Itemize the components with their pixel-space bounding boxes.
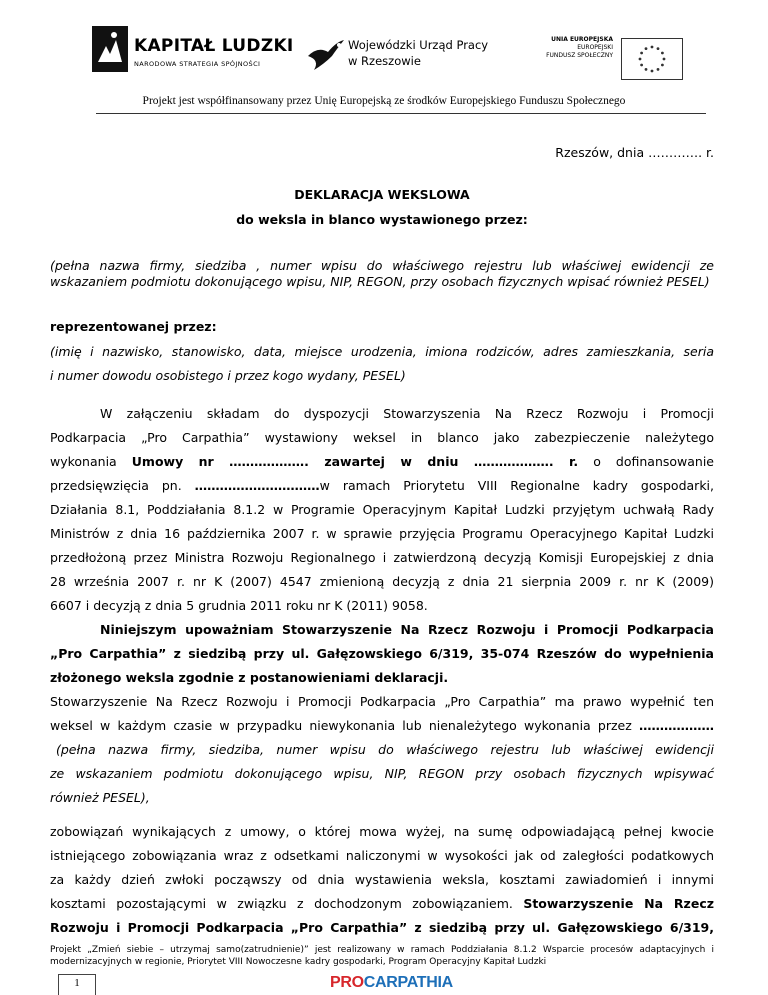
page-number-box	[58, 974, 96, 995]
header-divider	[96, 113, 706, 114]
cofinancing-note: Projekt jest współfinansowany przez Unię Europejską ze środków Europejskiego Funduszu Społecznego	[142, 95, 626, 107]
issuer-hint: (pełna nazwa firmy, siedziba , numer wpisu do właściwego rejestru lub właściwej ewidencji ze wskazaniem podmiotu dokonującego wpisu, NIP, REGON, przy osobach fizycznych wpisać również PESEL)	[50, 258, 714, 289]
body-line-8: 28 września 2007 r. nr K (2007) 4547 zmienioną decyzją z dnia 21 sierpnia 2009 r. nr K (2009)	[50, 574, 714, 589]
authorization-line-1: Niniejszym upoważniam Stowarzyszenie Na Rzecz Rozwoju i Promocji Podkarpacia	[100, 622, 714, 637]
footer-project-note: Projekt „Zmień siebie – utrzymaj samo(zatrudnienie)” jest realizowany w ramach Poddziałania 8.1.2 Wsparcie procesów adaptacyjnych i modernizacyjnych w regionie, Priorytet VIII Nowoczesne kadry gospodarki, Program Operacyjny Kapitał Ludzki	[50, 945, 714, 967]
kapital-ludzki-logo	[92, 24, 294, 80]
body-line-7: przedłożoną przez Ministra Rozwoju Regionalnego i zatwierdzoną decyzją Komisji Europejskiej z dnia	[50, 550, 714, 565]
project-name-blank: …………………………	[194, 478, 320, 493]
obligation-line-4	[50, 894, 714, 914]
body-line-1: W załączeniu składam do dyspozycji Stowarzyszenia Na Rzecz Rozwoju i Promocji	[100, 406, 714, 421]
eu-logo-text	[546, 36, 613, 60]
obligation-line-2: istniejącego zobowiązania wraz z odsetkami naliczonymi w wysokości jak od zaległości podatkowych	[50, 848, 714, 863]
kapital-ludzki-emblem-icon	[92, 26, 128, 72]
body-line-2: Podkarpacia „Pro Carpathia” wystawiony weksel in blanco jako zabezpieczenie należytego	[50, 430, 714, 445]
body-line-4a: przedsięwzięcia pn.	[50, 478, 195, 493]
wup-name-line1: Wojewódzki Urząd Pracy	[348, 38, 489, 52]
eu-line2: EUROPEJSKI	[577, 44, 613, 51]
rights-blank: ………………	[639, 718, 714, 733]
eu-flag-icon	[621, 38, 683, 80]
wup-bird-icon	[306, 36, 346, 72]
obligation-line-3: za każdy dzień zwłoki począwszy od dnia wystawienia weksla, kosztami zawiadomień i innymi	[50, 872, 714, 887]
rights-line-2a: weksel w każdym czasie w przypadku niewykonania lub nienależytego wykonania przez	[50, 718, 639, 733]
page-number: 1	[74, 977, 80, 989]
document-title: DEKLARACJA WEKSLOWA	[294, 187, 470, 202]
authorization-line-3: złożonego weksla zgodnie z postanowieniami deklaracji.	[50, 670, 449, 685]
represented-hint-line1: (imię i nazwisko, stanowisko, data, miejsce urodzenia, imiona rodziców, adres zamieszkania, seria	[50, 344, 714, 359]
body-line-3c: o dofinansowanie	[578, 454, 714, 469]
rights-line-1: Stowarzyszenie Na Rzecz Rozwoju i Promocji Podkarpacia „Pro Carpathia” ma prawo wypełnić ten	[50, 694, 714, 709]
issuer-hint2-line-3: również PESEL),	[50, 790, 150, 805]
contract-number: Umowy nr ………………. zawartej w dniu ………………. r.	[131, 454, 579, 469]
kapital-ludzki-subtitle: NARODOWA STRATEGIA SPÓJNOŚCI	[134, 60, 261, 68]
body-line-4	[50, 476, 714, 496]
obligation-line-5: Rozwoju i Promocji Podkarpacia „Pro Carpathia” z siedzibą przy ul. Gałęzowskiego 6/319,	[50, 920, 714, 935]
body-line-9: 6607 i decyzją z dnia 5 grudnia 2011 roku nr K (2011) 9058.	[50, 598, 428, 613]
represented-hint-line2: i numer dowodu osobistego i przez kogo wydany, PESEL)	[50, 368, 406, 383]
body-line-4c: w ramach Priorytetu VIII Regionalne kadry gospodarki,	[319, 478, 715, 493]
issuer-hint2-line-2: ze wskazaniem podmiotu dokonującego wpisu, NIP, REGON przy osobach fizycznych wpisywać	[50, 766, 714, 781]
pro-carpathia-logo	[326, 974, 453, 994]
represented-by-label: reprezentowanej przez:	[50, 319, 217, 334]
body-line-3	[50, 452, 714, 472]
pro-carpathia-wordmark	[330, 974, 453, 992]
body-line-5: Działania 8.1, Poddziałania 8.1.2 w Programie Operacyjnym Kapitał Ludzki przyjętym uchwałą Rady	[50, 502, 714, 517]
obligation-line-4b: Stowarzyszenie Na Rzecz	[523, 896, 715, 911]
wup-name-line2: w Rzeszowie	[348, 54, 421, 68]
obligation-line-4a: kosztami pozostającymi w związku z dochodzonym zobowiązaniem.	[50, 896, 524, 911]
rights-line-2	[50, 716, 714, 736]
body-line-3a: wykonania	[50, 454, 132, 469]
place-date: Rzeszów, dnia …………. r.	[555, 145, 714, 160]
kapital-ludzki-title: KAPITAŁ LUDZKI	[134, 36, 294, 56]
logo-pro-part: PRO	[330, 974, 364, 991]
document-subtitle: do weksla in blanco wystawionego przez:	[236, 212, 528, 227]
wup-rzeszow-logo	[306, 36, 489, 76]
issuer-hint2-line-1: (pełna nazwa firmy, siedziba, numer wpisu do właściwego rejestru lub właściwej ewidencji	[56, 742, 714, 757]
eu-line1: UNIA EUROPEJSKA	[551, 36, 613, 43]
eu-line3: FUNDUSZ SPOŁECZNY	[546, 52, 613, 59]
eu-logo	[538, 36, 683, 78]
logo-carpathia-part: CARPATHIA	[363, 974, 453, 991]
authorization-line-2: „Pro Carpathia” z siedzibą przy ul. Gałęzowskiego 6/319, 35-074 Rzeszów do wypełnienia	[50, 646, 714, 661]
obligation-line-1: zobowiązań wynikających z umowy, o której mowa wyżej, na sumę odpowiadającą pełnej kwocie	[50, 824, 714, 839]
body-line-6: Ministrów z dnia 16 października 2007 r. w sprawie przyjęcia Programu Operacyjnego Kapitał Ludzki	[50, 526, 714, 541]
